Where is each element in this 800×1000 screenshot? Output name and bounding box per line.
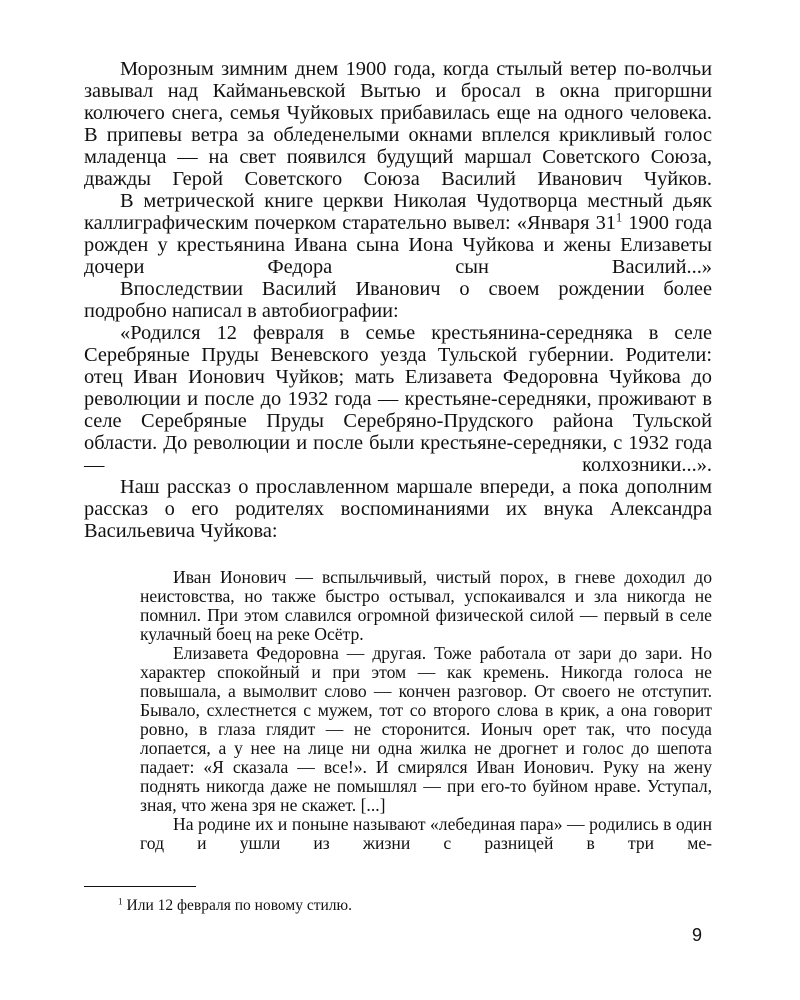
quote-paragraph-swan-pair: На родине их и поныне называют «лебединая пара» — родились в один год и ушли из жизни с разницей в три ме- bbox=[140, 814, 712, 853]
footnote bbox=[118, 897, 352, 915]
block-quote bbox=[140, 568, 712, 853]
paragraph-birth: Морозным зимним днем 1900 года, когда стылый ветер по-волчьи завывал над Кайманьевской Вытью и бросал в окна пригоршни колючего снега, семья Чуйковых прибавилась еще на одного человека. В припевы ветра за обледенелыми окнами вплелся крикливый голос младенца — на свет появился будущий маршал Советского Союза, дважды Герой Советского Союза Василий Иванович Чуйков. bbox=[84, 58, 712, 190]
footnote-text: Или 12 февраля по новому стилю. bbox=[122, 897, 352, 914]
quote-paragraph-ivan: Иван Ионович — вспыльчивый, чистый порох, в гневе доходил до неистовства, но также быстро остывал, успокаивался и зла никогда не помнил. При этом славился огромной физической силой — первый в селе кулачный боец на реке Осётр. bbox=[140, 567, 712, 644]
paragraph-autobiography-intro: Впоследствии Василий Иванович о своем рождении более подробно написал в автобиографии: bbox=[84, 278, 712, 322]
page-number: 9 bbox=[692, 925, 703, 945]
footnote-ref: 1 bbox=[615, 210, 623, 225]
paragraph-autobiography-quote: «Родился 12 февраля в семье крестьянина-середняка в селе Серебряные Пруды Веневского уезда Тульской губернии. Родители: отец Иван Ионович Чуйков; мать Елизавета Федоровна Чуйкова до революции и после до 1932 года — крестьяне-середняки, проживают в селе Серебряные Пруды Серебряно-Прудского района Тульской области. До революции и после были крестьяне-середняки, с 1932 года — колхозники...». bbox=[84, 322, 712, 476]
paragraph-metric-book-end: 1900 года рожден у крестьянина Ивана сына Иона Чуйкова и жены Елизаветы дочери Федора сын Василий...» bbox=[84, 212, 712, 278]
main-text bbox=[84, 58, 712, 542]
paragraph-grandson-intro: Наш рассказ о прославленном маршале впереди, а пока дополним рассказ о его родителях воспоминаниями их внука Александра Васильевича Чуйкова: bbox=[84, 476, 712, 542]
paragraph-metric-book-start: В метрической книге церкви Николая Чудотворца местный дьяк каллиграфическим почерком старательно вывел: «Января 31 bbox=[84, 190, 712, 234]
footnote-mark: 1 bbox=[118, 897, 123, 908]
footnote-divider bbox=[84, 886, 196, 887]
page-body bbox=[84, 58, 712, 853]
quote-paragraph-elizaveta: Елизавета Федоровна — другая. Тоже работала от зари до зари. Но характер спокойный и при этом — как кремень. Никогда голоса не повышала, а вымолвит слово — кончен разговор. От своего не отступит. Бывало, схлестнется с мужем, тот со второго слова в крик, а она говорит ровно, в глаза глядит — не сторонится. Ионыч орет так, что посуда лопается, а у нее на лице ни одна жилка не дрогнет и голос до шепота падает: «Я сказала — все!». И смирялся Иван Ионович. Руку на жену поднять никогда даже не помышлял — при его-то буйном нраве. Уступал, зная, что жена зря не скажет. [...] bbox=[140, 643, 712, 815]
paragraph-metric-book bbox=[84, 190, 712, 278]
